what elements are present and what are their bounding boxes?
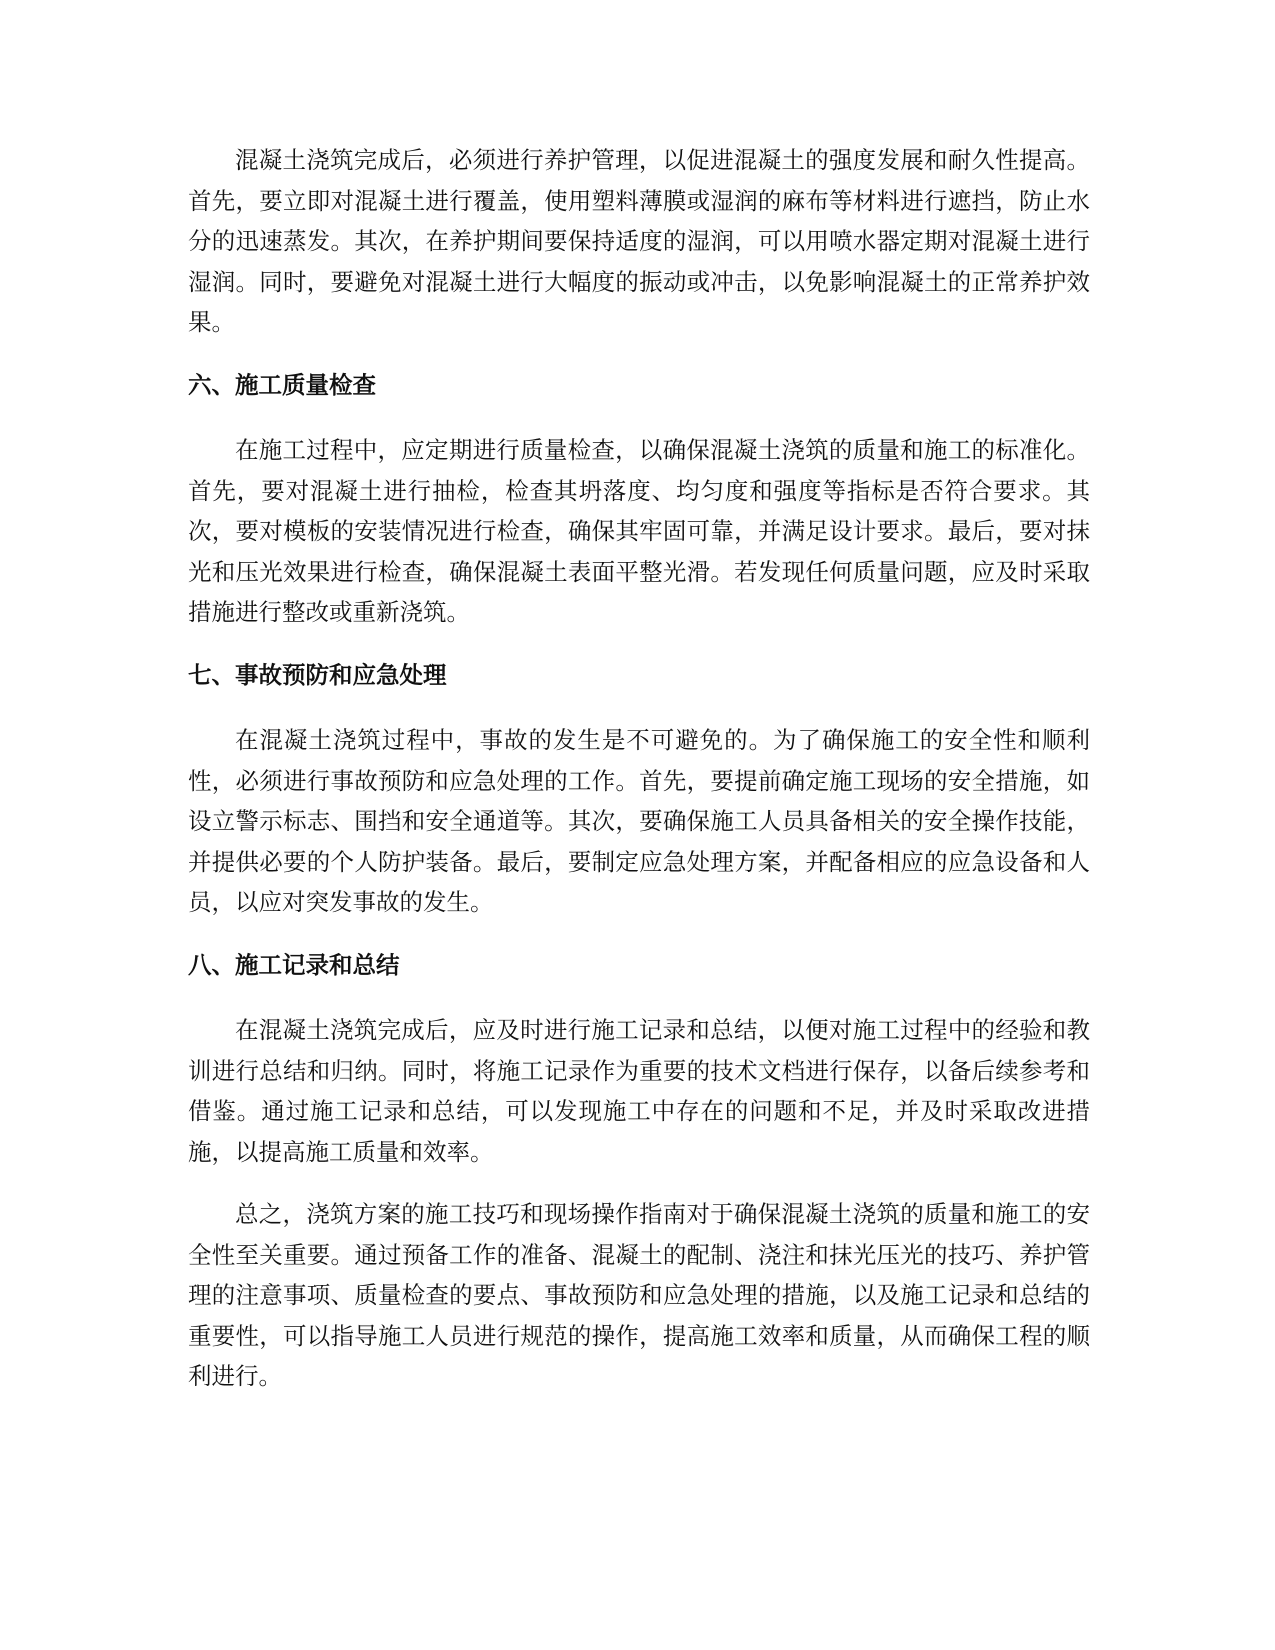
paragraph-curing-management: 混凝土浇筑完成后，必须进行养护管理，以促进混凝土的强度发展和耐久性提高。首先，要立即对混凝土进行覆盖，使用塑料薄膜或湿润的麻布等材料进行遮挡，防止水分的迅速蒸发。其次，在养护期间要保持适度的湿润，可以用喷水器定期对混凝土进行湿润。同时，要避免对混凝土进行大幅度的振动或冲击，以免影响混凝土的正常养护效果。 <box>188 146 1090 336</box>
section-heading-records-summary: 八、施工记录和总结 <box>188 950 400 979</box>
section-heading-quality-inspection: 六、施工质量检查 <box>188 370 376 399</box>
paragraph-quality-inspection: 在施工过程中，应定期进行质量检查，以确保混凝土浇筑的质量和施工的标准化。首先，要对混凝土进行抽检，检查其坍落度、均匀度和强度等指标是否符合要求。其次，要对模板的安装情况进行检查，确保其牢固可靠，并满足设计要求。最后，要对抹光和压光效果进行检查，确保混凝土表面平整光滑。若发现任何质量问题，应及时采取措施进行整改或重新浇筑。 <box>188 436 1090 626</box>
document-body <box>188 140 1090 1419</box>
section-heading-accident-prevention: 七、事故预防和应急处理 <box>188 660 447 689</box>
paragraph-accident-prevention: 在混凝土浇筑过程中，事故的发生是不可避免的。为了确保施工的安全性和顺利性，必须进行事故预防和应急处理的工作。首先，要提前确定施工现场的安全措施，如设立警示标志、围挡和安全通道等。其次，要确保施工人员具备相关的安全操作技能，并提供必要的个人防护装备。最后，要制定应急处理方案，并配备相应的应急设备和人员，以应对突发事故的发生。 <box>188 726 1090 916</box>
paragraph-records-summary: 在混凝土浇筑完成后，应及时进行施工记录和总结，以便对施工过程中的经验和教训进行总结和归纳。同时，将施工记录作为重要的技术文档进行保存，以备后续参考和借鉴。通过施工记录和总结，可以发现施工中存在的问题和不足，并及时采取改进措施，以提高施工质量和效率。 <box>188 1016 1090 1166</box>
paragraph-conclusion: 总之，浇筑方案的施工技巧和现场操作指南对于确保混凝土浇筑的质量和施工的安全性至关重要。通过预备工作的准备、混凝土的配制、浇注和抹光压光的技巧、养护管理的注意事项、质量检查的要点、事故预防和应急处理的措施，以及施工记录和总结的重要性，可以指导施工人员进行规范的操作，提高施工效率和质量，从而确保工程的顺利进行。 <box>188 1200 1090 1390</box>
